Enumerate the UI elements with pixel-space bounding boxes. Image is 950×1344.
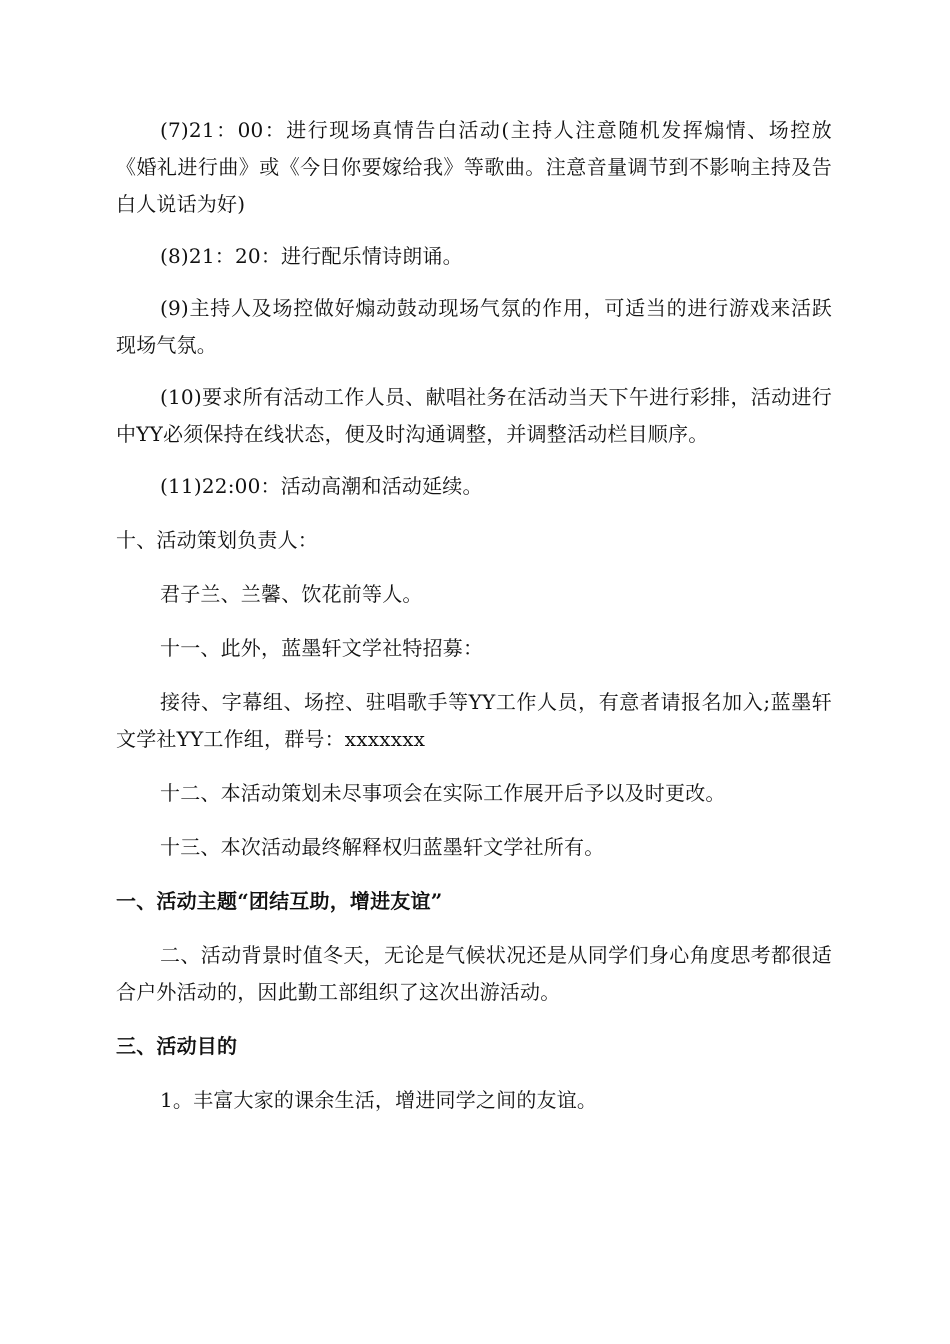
paragraph-recruitment: 接待、字幕组、场控、驻唱歌手等YY工作人员，有意者请报名加入;蓝墨轩文学社YY工作组，群号：xxxxxxx — [116, 690, 832, 751]
section-thirteen: 十三、本次活动最终解释权归蓝墨轩文学社所有。 — [160, 835, 605, 859]
purpose-heading: 三、活动目的 — [116, 1034, 238, 1058]
paragraph-purpose-1: 1。丰富大家的课余生活，增进同学之间的友谊。 — [160, 1088, 598, 1112]
paragraph-schedule-10: (10)要求所有活动工作人员、献唱社务在活动当天下午进行彩排，活动进行中YY必须保持在线状态，便及时沟通调整，并调整活动栏目顺序。 — [116, 385, 832, 446]
theme-heading: 一、活动主题“团结互助，增进友谊” — [116, 889, 443, 913]
section-twelve: 十二、本活动策划未尽事项会在实际工作展开后予以及时更改。 — [160, 781, 726, 805]
document-body — [116, 112, 832, 1119]
paragraph-schedule-9: (9)主持人及场控做好煽动鼓动现场气氛的作用，可适当的进行游戏来活跃现场气氛。 — [116, 296, 832, 357]
paragraph-organizers: 君子兰、兰馨、饮花前等人。 — [160, 582, 423, 606]
paragraph-schedule-8: (8)21：20：进行配乐情诗朗诵。 — [160, 244, 463, 268]
paragraph-schedule-11: (11)22:00：活动高潮和活动延续。 — [160, 474, 483, 498]
section-ten-heading: 十、活动策划负责人： — [116, 528, 318, 552]
section-eleven-heading: 十一、此外，蓝墨轩文学社特招募： — [160, 636, 484, 660]
paragraph-schedule-7: (7)21：00：进行现场真情告白活动(主持人注意随机发挥煽情、场控放《婚礼进行曲》或《今日你要嫁给我》等歌曲。注意音量调节到不影响主持及告白人说话为好) — [116, 118, 832, 216]
paragraph-background: 二、活动背景时值冬天，无论是气候状况还是从同学们身心角度思考都很适合户外活动的，因此勤工部组织了这次出游活动。 — [116, 943, 832, 1004]
